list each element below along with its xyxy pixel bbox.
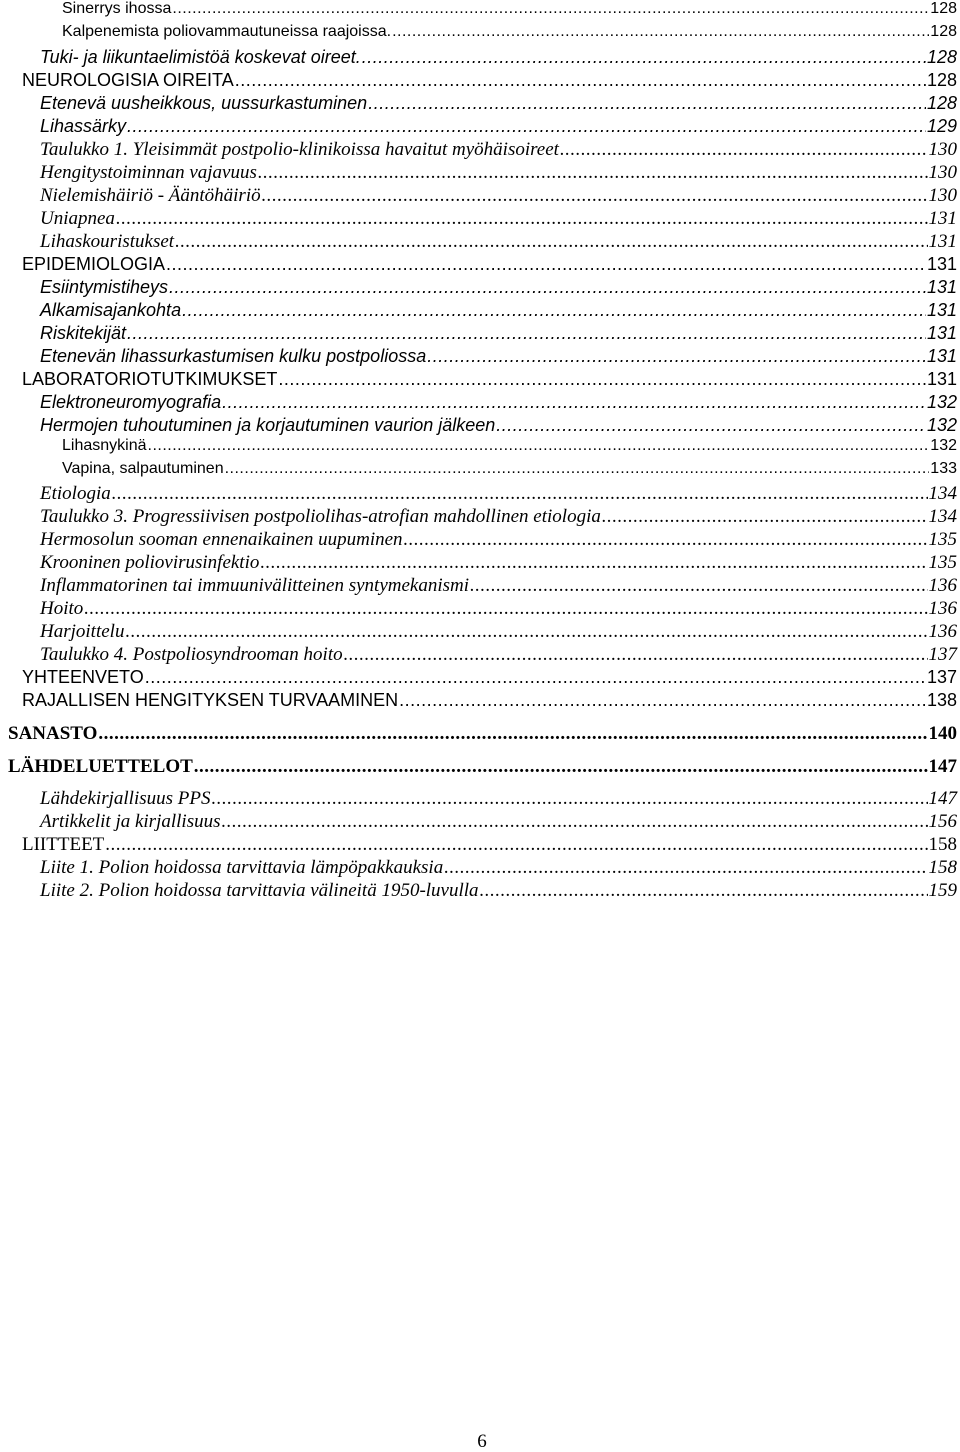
toc-entry-title: Nielemishäiriö - Ääntöhäiriö bbox=[40, 185, 261, 206]
toc-entry-title: Tuki- ja liikuntaelimistöä koskevat oireet. bbox=[40, 47, 361, 67]
dot-leader bbox=[368, 94, 926, 112]
toc-entry[interactable] bbox=[40, 858, 957, 877]
dot-leader bbox=[112, 484, 928, 503]
toc-entry[interactable] bbox=[40, 484, 957, 503]
toc-entry-page: 136 bbox=[928, 598, 957, 619]
toc-entry-page: 137 bbox=[928, 644, 957, 665]
dot-leader bbox=[166, 255, 926, 273]
toc-entry-title: Etiologia bbox=[40, 483, 111, 504]
dot-leader bbox=[362, 48, 926, 66]
dot-leader bbox=[427, 347, 926, 365]
dot-leader bbox=[480, 881, 928, 900]
dot-leader bbox=[182, 301, 926, 319]
toc-entry[interactable] bbox=[40, 789, 957, 808]
toc-entry[interactable] bbox=[40, 812, 957, 831]
toc-entry-page: 137 bbox=[926, 667, 957, 687]
toc-entry[interactable] bbox=[22, 255, 957, 273]
dot-leader bbox=[496, 416, 926, 434]
toc-entry[interactable] bbox=[22, 71, 957, 89]
toc-entry-page: 128 bbox=[930, 23, 957, 40]
toc-entry-title: Hermosolun sooman ennenaikainen uupuminen bbox=[40, 529, 403, 550]
dot-leader bbox=[344, 645, 928, 664]
toc-entry-title: Harjoittelu bbox=[40, 621, 125, 642]
toc-entry[interactable] bbox=[40, 186, 957, 205]
toc-entry-page: 128 bbox=[926, 70, 957, 90]
toc-entry-title: Lihassärky bbox=[40, 116, 127, 136]
toc-entry[interactable] bbox=[22, 668, 957, 686]
toc-entry-title: SANASTO bbox=[8, 723, 98, 744]
toc-entry-page: 130 bbox=[928, 139, 957, 160]
dot-leader bbox=[175, 232, 927, 251]
page-number: 6 bbox=[477, 1431, 487, 1452]
toc-entry[interactable] bbox=[22, 835, 957, 854]
toc-entry-page: 136 bbox=[928, 575, 957, 596]
toc-entry-page: 128 bbox=[930, 0, 957, 17]
toc-entry-page: 132 bbox=[926, 392, 957, 412]
toc-entry-page: 128 bbox=[926, 47, 957, 67]
toc-entry-page: 158 bbox=[928, 857, 957, 878]
toc-entry-title: LIITTEET bbox=[22, 834, 105, 855]
toc-entry[interactable] bbox=[62, 24, 957, 40]
toc-entry-title: Elektroneuromyografia bbox=[40, 392, 222, 412]
toc-entry-title: Liite 2. Polion hoidossa tarvittavia välineitä 1950-luvulla bbox=[40, 880, 479, 901]
toc-entry-page: 128 bbox=[926, 93, 957, 113]
dot-leader bbox=[444, 858, 927, 877]
toc-entry-page: 130 bbox=[928, 185, 957, 206]
toc-entry-title: Krooninen poliovirusinfektio bbox=[40, 552, 260, 573]
toc-entry-title: LÄHDELUETTELOT bbox=[8, 756, 193, 777]
toc-entry[interactable] bbox=[40, 117, 957, 135]
toc-entry[interactable] bbox=[40, 599, 957, 618]
dot-leader bbox=[169, 278, 926, 296]
dot-leader bbox=[125, 622, 927, 641]
toc-entry-title: RAJALLISEN HENGITYKSEN TURVAAMINEN bbox=[22, 690, 399, 710]
dot-leader bbox=[127, 324, 926, 342]
toc-entry[interactable] bbox=[40, 576, 957, 595]
toc-entry-title: Uniapnea bbox=[40, 208, 115, 229]
dot-leader bbox=[105, 835, 927, 854]
toc-entry-page: 132 bbox=[926, 415, 957, 435]
toc-entry-page: 132 bbox=[930, 437, 957, 454]
dot-leader bbox=[98, 724, 927, 743]
toc-entry[interactable] bbox=[40, 507, 957, 526]
toc-entry-title: Hermojen tuhoutuminen ja korjautuminen vaurion jälkeen bbox=[40, 415, 496, 435]
toc-entry[interactable] bbox=[8, 724, 957, 743]
toc-entry[interactable] bbox=[40, 324, 957, 342]
toc-entry-title: Taulukko 3. Progressiivisen postpoliolihas-atrofian mahdollinen etiologia bbox=[40, 506, 601, 527]
toc-entry-page: 158 bbox=[928, 834, 957, 855]
dot-leader bbox=[560, 140, 928, 159]
toc-entry-page: 131 bbox=[926, 254, 957, 274]
toc-entry-title: Hoito bbox=[40, 598, 84, 619]
toc-entry-page: 129 bbox=[926, 116, 957, 136]
toc-entry-title: Vapina, salpautuminen bbox=[62, 460, 224, 477]
toc-entry-page: 130 bbox=[928, 162, 957, 183]
dot-leader bbox=[404, 530, 928, 549]
toc-entry-page: 159 bbox=[928, 880, 957, 901]
toc-entry[interactable] bbox=[40, 347, 957, 365]
toc-entry-title: Inflammatorinen tai immuunivälitteinen syntymekanismi bbox=[40, 575, 470, 596]
toc-entry-title: Riskitekijät bbox=[40, 323, 127, 343]
toc-entry-title: NEUROLOGISIA OIREITA bbox=[22, 70, 234, 90]
toc-entry-page: 135 bbox=[928, 552, 957, 573]
toc-entry[interactable] bbox=[40, 530, 957, 549]
toc-entry[interactable] bbox=[62, 1, 957, 17]
dot-leader bbox=[116, 209, 928, 228]
toc-entry[interactable] bbox=[40, 622, 957, 641]
toc-entry-title: Artikkelit ja kirjallisuus bbox=[40, 811, 221, 832]
toc-entry[interactable] bbox=[62, 438, 957, 454]
toc-entry-page: 156 bbox=[928, 811, 957, 832]
toc-entry-title: Taulukko 1. Yleisimmät postpolio-klinikoissa havaitut myöhäisoireet bbox=[40, 139, 559, 160]
toc-entry-page: 131 bbox=[926, 300, 957, 320]
toc-entry[interactable] bbox=[40, 881, 957, 900]
toc-entry[interactable] bbox=[40, 140, 957, 159]
toc-entry-page: 138 bbox=[926, 690, 957, 710]
toc-entry-page: 140 bbox=[928, 723, 957, 744]
dot-leader bbox=[172, 1, 929, 17]
toc-entry-title: Alkamisajankohta bbox=[40, 300, 182, 320]
toc-entry[interactable] bbox=[40, 278, 957, 296]
dot-leader bbox=[127, 117, 926, 135]
toc-entry[interactable] bbox=[8, 757, 957, 776]
toc-entry-title: Sinerrys ihossa bbox=[62, 0, 172, 17]
toc-entry-page: 147 bbox=[928, 788, 957, 809]
toc-entry-title: YHTEENVETO bbox=[22, 667, 144, 687]
dot-leader bbox=[399, 691, 926, 709]
toc-entry-page: 134 bbox=[928, 483, 957, 504]
toc-entry[interactable] bbox=[40, 301, 957, 319]
toc-entry-title: Lihasnykinä bbox=[62, 437, 147, 454]
dot-leader bbox=[258, 163, 928, 182]
toc-entry[interactable] bbox=[40, 232, 957, 251]
toc-entry[interactable] bbox=[40, 94, 957, 112]
dot-leader bbox=[222, 393, 926, 411]
toc-entry-title: Taulukko 4. Postpoliosyndrooman hoito bbox=[40, 644, 343, 665]
toc-entry-title: Lähdekirjallisuus PPS bbox=[40, 788, 211, 809]
toc-entry-title: EPIDEMIOLOGIA bbox=[22, 254, 166, 274]
toc-entry-title: Etenevän lihassurkastumisen kulku postpoliossa bbox=[40, 346, 427, 366]
toc-entry-title: Esiintymistiheys bbox=[40, 277, 169, 297]
dot-leader bbox=[235, 71, 926, 89]
toc-entry-page: 134 bbox=[928, 506, 957, 527]
toc-entry-page: 135 bbox=[928, 529, 957, 550]
toc-entry-title: Lihaskouristukset bbox=[40, 231, 175, 252]
toc-entry-page: 131 bbox=[928, 231, 957, 252]
dot-leader bbox=[278, 370, 926, 388]
toc-entry[interactable] bbox=[40, 416, 957, 434]
dot-leader bbox=[211, 789, 927, 808]
toc-entry-page: 133 bbox=[930, 460, 957, 477]
toc-entry-title: Liite 1. Polion hoidossa tarvittavia lämpöpakkauksia bbox=[40, 857, 444, 878]
toc-entry-page: 147 bbox=[928, 756, 957, 777]
dot-leader bbox=[145, 668, 926, 686]
dot-leader bbox=[84, 599, 927, 618]
dot-leader bbox=[392, 24, 929, 40]
dot-leader bbox=[194, 757, 928, 776]
dot-leader bbox=[260, 553, 927, 572]
toc-entry[interactable] bbox=[40, 553, 957, 572]
toc-entry-title: Hengitystoiminnan vajavuus bbox=[40, 162, 257, 183]
toc-entry-page: 136 bbox=[928, 621, 957, 642]
toc-entry[interactable] bbox=[22, 691, 957, 709]
toc-entry[interactable] bbox=[40, 163, 957, 182]
toc-entry-page: 131 bbox=[926, 323, 957, 343]
toc-entry-page: 131 bbox=[928, 208, 957, 229]
toc-entry-page: 131 bbox=[926, 369, 957, 389]
dot-leader bbox=[470, 576, 927, 595]
toc-entry[interactable] bbox=[22, 370, 957, 388]
toc-entry[interactable] bbox=[62, 461, 957, 477]
dot-leader bbox=[602, 507, 928, 526]
toc-entry-page: 131 bbox=[926, 277, 957, 297]
toc-entry-title: LABORATORIOTUTKIMUKSET bbox=[22, 369, 278, 389]
toc-entry[interactable] bbox=[40, 209, 957, 228]
toc-entry[interactable] bbox=[40, 393, 957, 411]
toc-entry-title: Etenevä uusheikkous, uussurkastuminen bbox=[40, 93, 368, 113]
toc-entry-page: 131 bbox=[926, 346, 957, 366]
dot-leader bbox=[221, 812, 927, 831]
toc-entry-title: Kalpenemista poliovammautuneissa raajoissa. bbox=[62, 23, 392, 40]
toc-entry[interactable] bbox=[40, 48, 957, 66]
dot-leader bbox=[148, 438, 930, 454]
dot-leader bbox=[262, 186, 928, 205]
dot-leader bbox=[225, 461, 930, 477]
toc-entry[interactable] bbox=[40, 645, 957, 664]
